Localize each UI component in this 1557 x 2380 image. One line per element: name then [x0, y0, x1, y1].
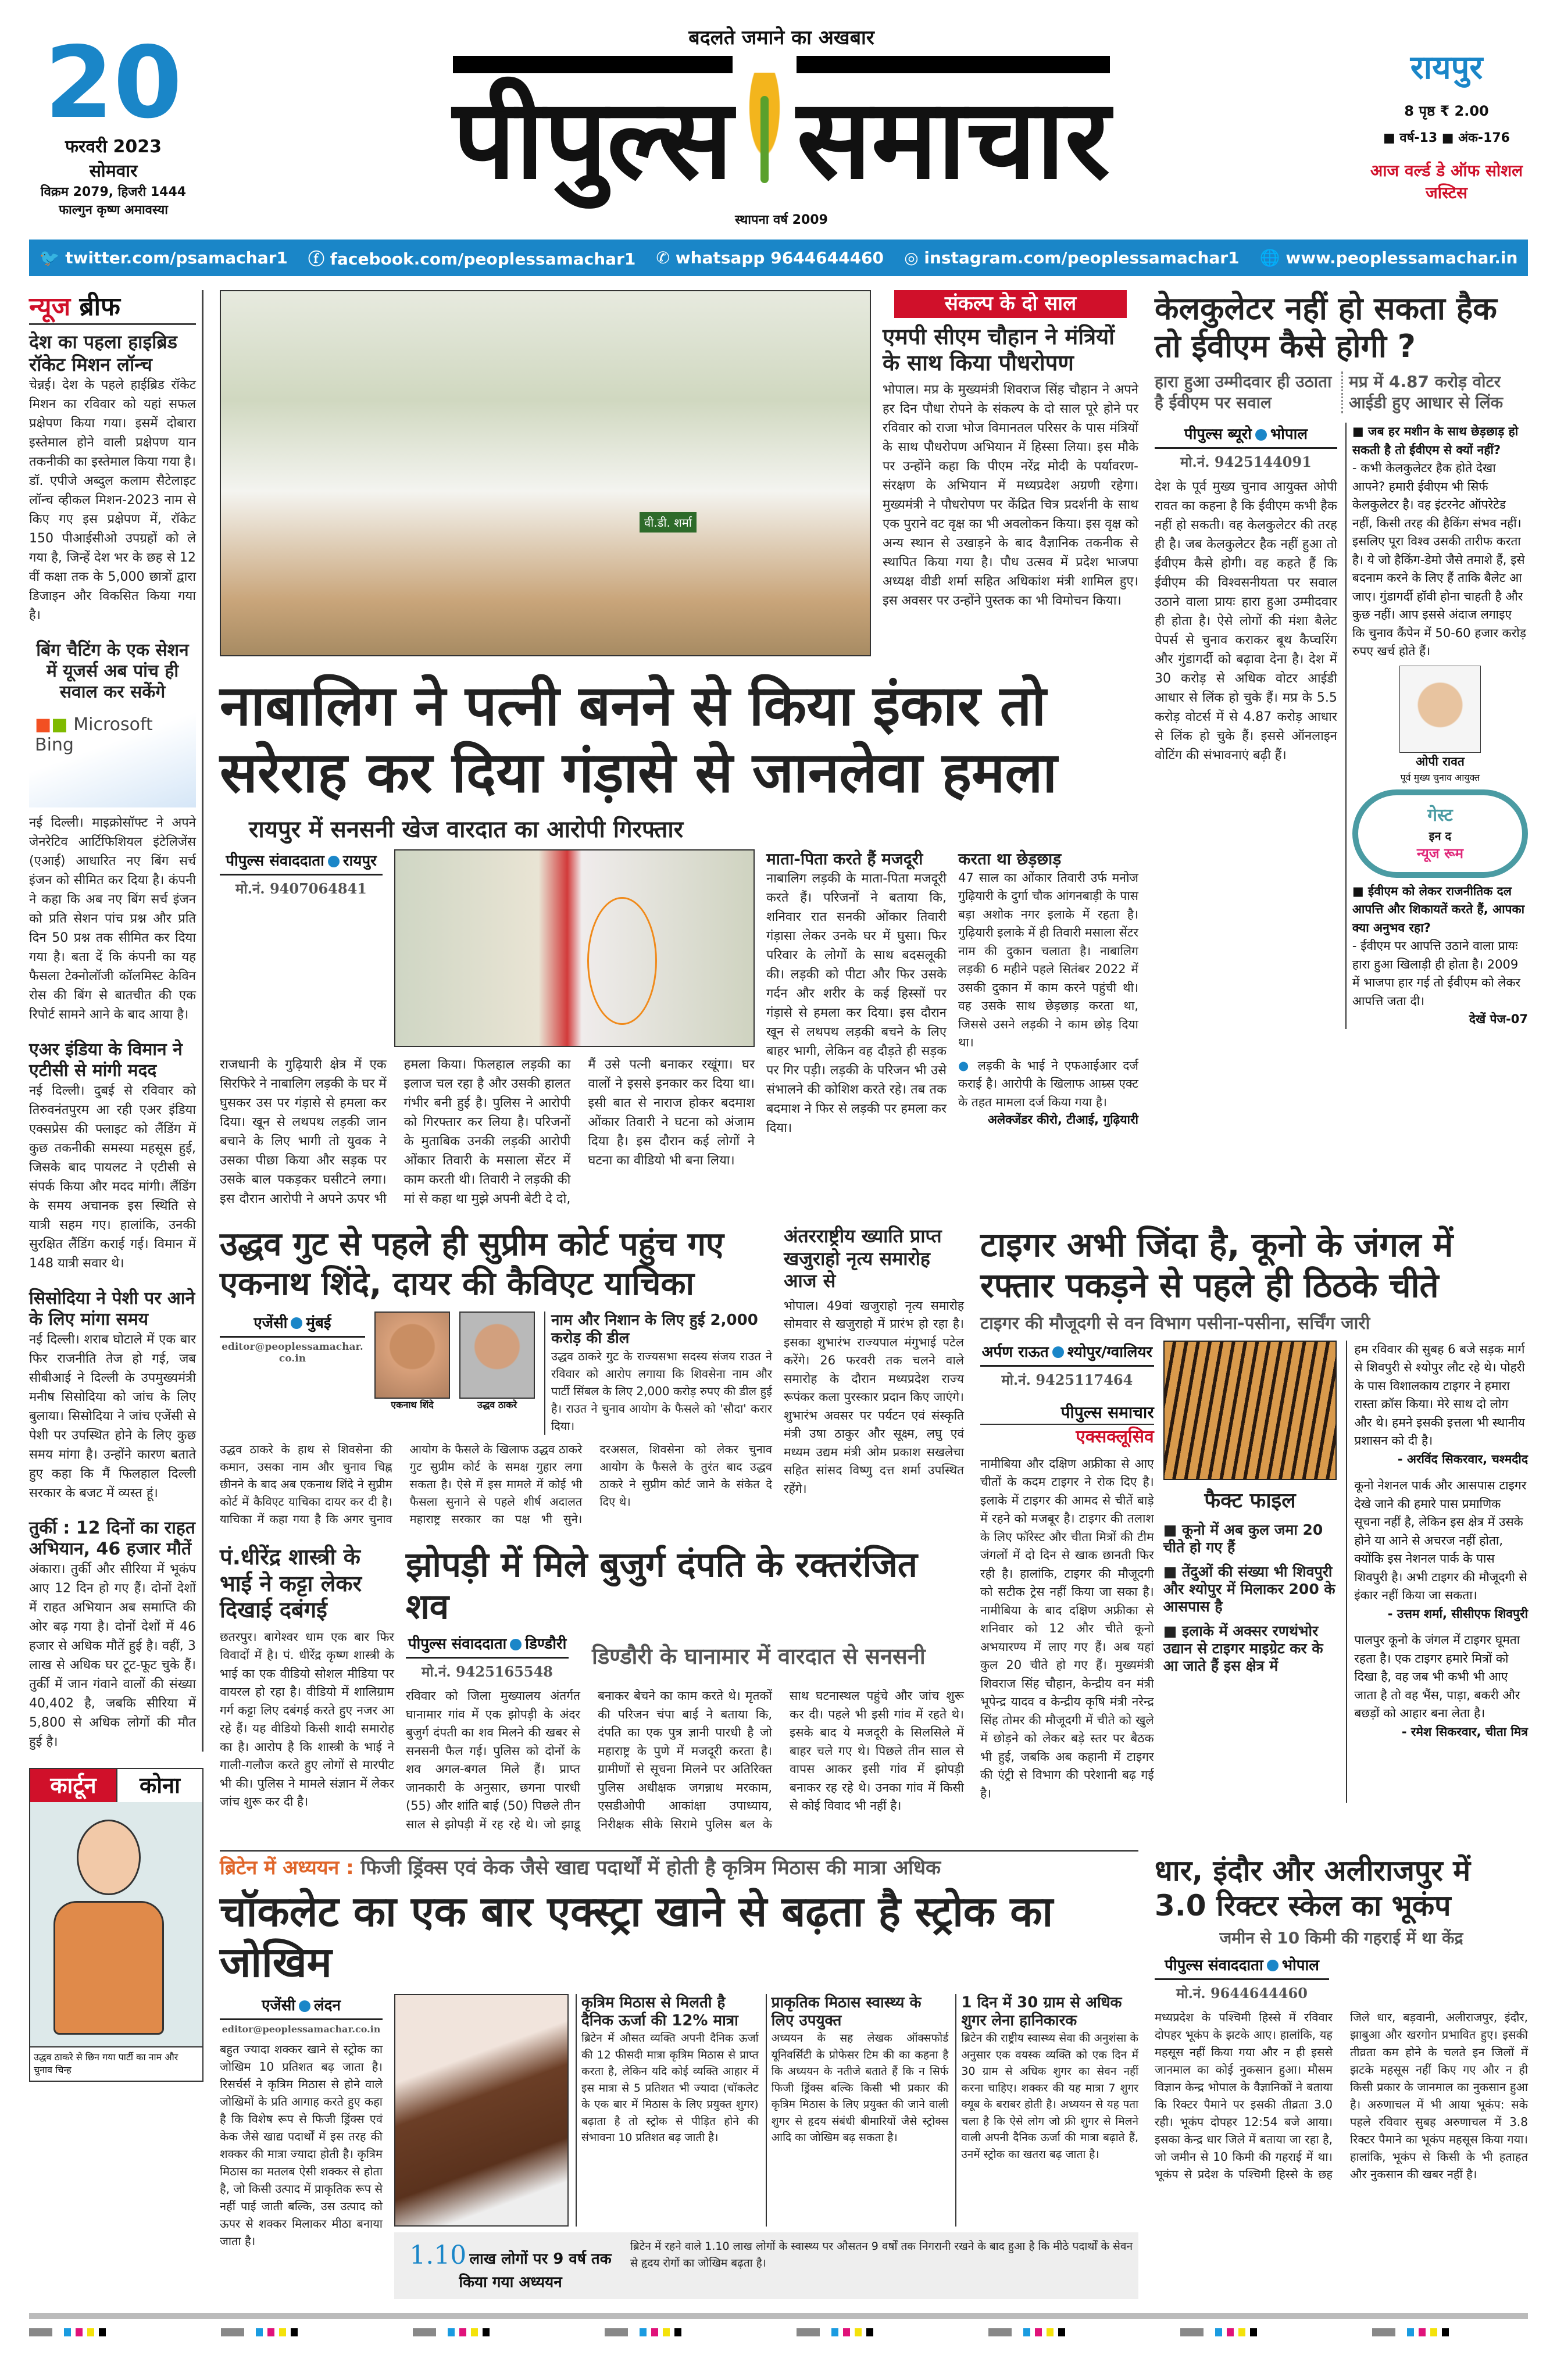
calendar: विक्रम 2079, हिजरी 1444 [40, 185, 187, 200]
brief-item: सिसोदिया ने पेशी पर आने के लिए मांगा समय नई दिल्ली। शराब घोटाले में एक बार फिर राजनीति तेज हो गई, जब सीबीआई ने दिल्ली के उपमुख्यमंत्री मनीष सिसोदिया को जांच के लिए बुलाया। सिसोदिया ने जांच एजेंसी से पेशी पर उपस्थित होने के लिए कुछ समय मांगा है। उन्होंने कारण बताते हुए कहा कि मैं फिलहाल दिल्ली सरकार के बजट में व्यस्त हूं। [29, 1288, 196, 1500]
social-facebook[interactable]: ⓕ facebook.com/peoplessamachar1 [308, 249, 636, 269]
shinde-story: उद्धव गुट से पहले ही सुप्रीम कोर्ट पहुंच गए एकनाथ शिंदे, दायर की कैविएट याचिका एजेंसी मुंबई editor@peoplessamachar.co.in एकनाथ शिंदे उद्धव ठाकरे नाम और निशान के लिए हुई 2,000 करोड़ की डील उद्धव ठाकरे गुट के राज्यसभा सदस्य संजय राउत ने रविवार को आरोप लगाया कि शिवसेना नाम और पार्टी सिंबल के लिए 2,000 करोड़ रुपए की डील हुई है। राउत ने चुनाव आयोग के फैसले को 'सौदा' करार दिया। उद्धव ठाकरे के हाथ से शिवसेना की कमान, उसका नाम और चुनाव चिह्न छीनने के बाद अब एकनाथ शिंदे ने सुप्रीम कोर्ट में कैविएट याचिका दायर कर दी है। याचिका में कहा गया है कि अगर चुनाव आयोग के फैसले के खिलाफ उद्धव ठाकरे गुट सुप्रीम कोर्ट के समक्ष गुहार लगा सकता है। ऐसे में इस मामले में कोई भी फैसला सुनाने से पहले शीर्ष अदालत महाराष्ट्र सरकार का पक्ष भी सुने। दरअसल, शिवसेना को लेकर चुनाव आयोग के फैसले के तुरंत बाद उद्धव ठाकरे ने सुप्रीम कोर्ट जाने के संकेत दे दिए थे। [220, 1225, 772, 1527]
bing-logo: ■■ Microsoft Bing [29, 709, 196, 807]
color-registration-marks [29, 2328, 1528, 2336]
op-rawat-photo [1399, 666, 1481, 753]
cartoon-illustration [30, 1802, 202, 2046]
earthquake-story: धार, इंदौर और अलीराजपुर में 3.0 रिक्टर स्केल का भूकंप जमीन से 10 किमी की गहराई में था केंद्र पीपुल्स संवाददाता भोपाल मो.नं. 9644644460 मध्यप्रदेश के पश्चिमी हिस्से में रविवार दोपहर भूकंप के झटके आए। हालांकि, यह महसूस नहीं किया गया और न ही इससे जानमाल का कोई नुकसान हुआ। मौसम विज्ञान केन्द्र भोपाल के वैज्ञानिकों ने बताया कि रिक्टर पैमाने पर इसकी तीव्रता 3.0 रही। भूकंप दोपहर 12:54 बजे आया। इसका केन्द्र धार जिले में बताया जा रहा है, जो जमीन से 10 किमी की गहराई में था। भूकंप से प्रदेश के पश्चिमी हिस्से के छह जिले धार, बड़वानी, अलीराजपुर, इंदौर, झाबुआ और खरगोन प्रभावित हुए। इसकी तीव्रता कम होने के चलते इन जिलों में झटके महसूस नहीं किए गए और न ही किसी प्रकार के जानमाल का नुकसान हुआ है। अरुणाचल में भी आया भूकंप: सके पहले रविवार सुबह अरुणाचल में 3.8 रिक्टर पैमाने का भूकंप महसूस किया गया। हालांकि, भूकंप से किसी के भी हताहत और नुकसान की खबर नहीं है। [1155, 1854, 1528, 2181]
dhirendra-story: पं.धीरेंद्र शास्त्री के भाई ने कट्टा लेकर दिखाई दबंगई छतरपुर। बागेश्वर धाम एक बार फिर विवादों में है। पं. धीरेंद्र कृष्ण शास्त्री के भाई का एक वीडियो सोशल मीडिया पर वायरल हो रहा है। वीडियो में शालिग्राम गर्ग कट्टा लिए दबंगई करते हुए नजर आ रहे हैं। यह वीडियो किसी शादी समारोह का है। आरोप है कि शास्त्री के भाई ने गाली-गलौज करते हुए लोगों से मारपीट भी की। पुलिस ने मामले संज्ञान में लेकर जांच शुरू कर दी है। [220, 1544, 394, 1809]
special-day: आज वर्ल्ड डे ऑफ सोशल जस्टिस [1370, 161, 1523, 202]
instagram-icon: ◎ [904, 248, 924, 267]
lead-story: नाबालिग ने पत्नी बनने से किया इंकार तो सरेराह कर दिया गंड़ासे से जानलेवा हमला रायपुर में सनसनी खेज वारदात का आरोपी गिरफ्तार पीपुल्स संवाददाता रायपुर मो.नं. 9407064841 राजधानी के गुढ़ियारी क्षेत्र में एक सिरफिरे ने नाबालिग लड़की के घर में घुसकर उस पर गंड़ासे से हमला कर दिया। खून से लथपथ लड़की जान बचाने के लिए भागी तो युवक ने उसका पीछा किया और सड़क पर उसके बाल पकड़कर घसीटने लगा। इस दौरान आरोपी ने अपने ऊपर भी हमला किया। फिलहाल लड़की का इलाज चल रहा है और उसकी हालत गंभीर बनी हुई है। पुलिस ने आरोपी को गिरफ्तार कर लिया है। परिजनों के मुताबिक उनकी लड़की आरोपी ओंकार तिवारी के मसाला सेंटर में काम करती थी। तिवारी ने लड़की की मां से कहा था मुझे अपनी बेटी दे दो, मैं उसे पत्नी बनाकर रखूंगा। घर वालों ने इससे इनकार कर दिया था। इसी बात से नाराज होकर बदमाश ओंकार तिवारी ने घटना को अंजाम दिया है। इस दौरान कई लोगों ने घटना का वीडियो भी बना लिया। माता-पिता करते हैं मजदूरी नाबालिग लड़की के माता-पिता मजदूरी करते हैं। परिजनों ने बताया कि, शनिवार रात सनकी ओंकार तिवारी गंड़ासा लेकर उनके घर में घुसा। फिर परिवार के लोगों के साथ बदसलूकी की। लड़की को पीटा और फिर उसके गर्दन और शरीर के कई हिस्सों पर गंड़ासे से हमला कर दिया। इस दौरान खून से लथपथ लड़की बचने के लिए बाहर भागी, लेकिन वह दौड़ते ही सड़क पर गिर पड़ी। लड़की के परिजन भी उसे संभालने की कोशिश करते रहे। तब तक बदमाश ने फिर से लड़की पर हमला कर दिया। करता था छेड़छाड़ 47 साल का ओंकार तिवारी उर्फ मनोज गुढ़ियारी के दुर्गा चौक आंगनबाड़ी के पास बड़ा अशोक नगर इलाके में रहता है। गुढ़ियारी इलाके में ही तिवारी मसाला सेंटर नाम की दुकान चलाता है। नाबालिग लड़की 6 महीने पहले सितंबर 2022 में उसकी दुकान में काम करने पहुंची थी। वह उसके साथ छेड़छाड़ करता था, जिससे उसने लड़की ने काम छोड़ दिया था। ● लड़की के भाई ने एफआईआर दर्ज कराई है। आरोपी के खिलाफ आम्र्स एक्ट के तहत मामला दर्ज किया गया है। अलेक्जेंडर कीरो, टीआई, गुढ़ियारी [220, 673, 1138, 1207]
sankalp-story: संकल्प के दो साल एमपी सीएम चौहान ने मंत्रियों के साथ किया पौधरोपण भोपाल। मप्र के मुख्यमंत्री शिवराज सिंह चौहान ने अपने हर दिन पौधा रोपने के संकल्प के दो साल पूरे होने पर रविवार को राजा भोज विमानतल परिसर के पास मंत्रियों के साथ पौधरोपण अभियान में हिस्सा लिया। इस मौके पर उन्होंने कहा कि पीएम नरेंद्र मोदी के पर्यावरण-संरक्षण के अभियान में मध्यप्रदेश अग्रणी रहेगा। मुख्यमंत्री ने पौधरोपण पर केंद्रित चित्र प्रदर्शनी के साथ एक पुराने वट वृक्ष का भी अवलोकन किया। इस वृक्ष को अन्य स्थान से उखाड़ने के बाद वैज्ञानिक तकनीक से स्थापित किया गया है। पौध उत्सव में प्रदेश भाजपा अध्यक्ष वीडी शर्मा सहित अधिकांश मंत्री शामिल हुए। इस अवसर पर उन्होंने पुस्तक का भी विमोचन किया। [883, 290, 1138, 610]
brief-item: देश का पहला हाइब्रिड रॉकेट मिशन लॉन्च चेन्नई। देश के पहले हाईब्रिड रॉकेट मिशन का रविवार को यहां सफल प्रक्षेपण किया गया। इसमें दोबारा इस्तेमाल होने वाली प्रक्षेपण यान तकनीकी का इस्तेमाल किया गया है। डॉ. एपीजे अब्दुल कलाम सैटेलाइट लॉन्च व्हीकल मिशन-2023 नाम से किए गए इस प्रक्षेपण में, रॉकेट 150 पीआईसीओ उपग्रहों को ले गया है, जिन्हें देश भर के छह से 12 वीं कक्षा तक के 5,000 छात्रों द्वारा डिजाइन और विकसित किया गया है। [29, 331, 196, 623]
plantation-photo [220, 290, 871, 656]
tiger-story: टाइगर अभी जिंदा है, कूनो के जंगल में रफ्तार पकड़ने से पहले ही ठिठके चीते टाइगर की मौजूदगी से वन विभाग पसीना-पसीना, सर्चिंग जारी अर्पण राऊत श्योपुर/ग्वालियर मो.नं. 9425117464 पीपुल्स समाचार एक्सक्लूसिव नामीबिया और दक्षिण अफ्रीका से आए चीतों के कदम टाइगर ने रोक दिए है। इलाके में टाइगर की आमद से चीतें बाड़े में रहने को मजबूर है। टाइगर की तलाश के लिए फॉरेस्ट और चीता मित्रों की टीम जंगलों में दो दिन से खाक छानती फिर रही है। हालांकि, टाइगर की मौजूदगी को सटीक ट्रेस नहीं किया जा सका है। नामीबिया के बाद दक्षिण अफ्रीका से शनिवार को 12 और चीते कूनो अभयारण्य में लाए गए हैं। अब यहां कुल 20 चीते हो गए हैं। मुख्यमंत्री शिवराज सिंह चौहान, केन्द्रीय वन मंत्री भूपेन्द्र यादव व केन्द्रीय कृषि मंत्री नरेन्द्र सिंह तोमर की मौजूदगी में चीते को खुले में छोड़ने को लेकर बड़े स्तर पर बैठक भी हुई, जबकि अब कहानी में टाइगर की एंट्री से विभाग की परेशानी बढ़ गई है। फैक्ट फाइल ■ कूनो में अब कुल जमा 20 चीते हो गए हैं ■ तेंदुओं की संख्या भी शिवपुरी और श्योपुर में मिलाकर 200 के आसपास है ■ इलाके में अक्सर रणथंभोर उद्यान से टाइगर माइग्रेट कर के आ जाते हैं इस क्षेत्र में हम रविवार की सुबह 6 बजे सड़क मार्ग से शिवपुरी से श्योपुर लौट रहे थे। पोहरी के पास विशालकाय टाइगर ने हमारा रास्ता क्रॉस किया। मेरे साथ दो लोग और थे। हमने इसकी इत्तला भी स्थानीय प्रशासन को दी है। - अरविंद सिकरवार, चश्मदीद कूनो नेशनल पार्क और आसपास टाइगर देखे जाने की हमारे पास प्रमाणिक सूचना नहीं है, लेकिन इस क्षेत्र में उसके होने या आने से अचरज नहीं होता, क्योंकि इस नेशनल पार्क के पास शिवपुरी है। अभी टाइगर की मौजूदगी से इंकार नहीं किया जा सकता। - उत्तम शर्मा, सीसीएफ शिवपुरी पालपुर कूनो के जंगल में टाइगर घूमता रहता है। एक टाइगर हमारे मित्रों को दिखा है, वह जब भी कभी भी आए जाता है तो वह भैंस, पाड़ा, बकरी और बछड़ों को आहार बना लेता है। - रमेश सिकरवार, चीता मित्र [980, 1225, 1528, 1803]
twitter-icon: 🐦 [39, 248, 66, 267]
cartoon-corner [29, 1768, 203, 2082]
founded-year: स्थापना वर्ष 2009 [735, 213, 828, 227]
date-day: 20 [44, 25, 183, 141]
newspaper-logo [198, 56, 1365, 206]
masthead [29, 0, 1528, 240]
stroke-story: ब्रिटेन में अध्ययन : फिजी ड्रिंक्स एवं केक जैसे खाद्य पदार्थों में होती है कृत्रिम मिठास की मात्रा अधिक चॉकलेट का एक बार एक्स्ट्रा खाने से बढ़ता है स्ट्रोक का जोखिम एजेंसी लंदन editor@peoplessamachar.co.in बहुत ज्यादा शक्कर खाने से स्ट्रोक का जोखिम 10 प्रतिशत बढ़ जाता है। रिसर्चर्स ने कृत्रिम मिठास से होने वाले जोखिमों के प्रति आगाह करते हुए कहा है कि विशेष रूप से फिजी ड्रिंक्स एवं केक जैसे खाद्य पदार्थों में इस तरह की शक्कर की मात्रा ज्यादा होती है। कृत्रिम मिठास का मतलब ऐसी शक्कर से होता है, जो किसी उत्पाद में प्राकृतिक रूप से नहीं पाई जाती बल्कि, उस उत्पाद को ऊपर से शक्कर मिलाकर मीठा बनाया जाता है। कृत्रिम मिठास से मिलती है दैनिक ऊर्जा की 12% मात्रा ब्रिटेन में औसत व्यक्ति अपनी दैनिक ऊर्जा की 12 फीसदी मात्रा कृत्रिम मिठास से प्राप्त करता है, लेकिन यदि कोई व्यक्ति आहार में इस मात्रा से 5 प्रतिशत भी ज्यादा (चॉकलेट के एक बार में मिठास के लिए प्रयुक्त शुगर) बढ़ाता है तो स्ट्रोक से पीड़ित होने की संभावना 10 प्रतिशत बढ़ जाती है। प्राकृतिक मिठास स्वास्थ्य के लिए उपयुक्त अध्ययन के सह लेखक ऑक्सफोर्ड यूनिवर्सिटी के प्रोफेसर टिम की का कहना है कि अध्ययन के नतीजे बताते हैं कि न सिर्फ फिजी ड्रिंक्स बल्कि किसी भी प्रकार की कृत्रिम मिठास के लिए प्रयुक्त की जाने वाली शुगर से हृदय संबंधी बीमारियों जैसे स्ट्रोक्स आदि का जोखिम बढ़ सकता है। 1 दिन में 30 ग्राम से अधिक शुगर लेना हानिकारक ब्रिटेन की राष्ट्रीय स्वास्थ्य सेवा की अनुशंसा के अनुसार एक वयस्क व्यक्ति को एक दिन में 30 ग्राम से अधिक शुगर का सेवन नहीं करना चाहिए। शक्कर की यह मात्रा 7 शुगर क्यूब के बराबर होती है। अध्ययन से यह पता चला है कि ऐसे लोग जो फ्री शुगर से मिलने वाली अपनी दैनिक ऊर्जा की मात्रा बढ़ाते हैं, उनमें स्ट्रोक का खतरा बढ़ जाता है। 1.10 लाख लोगों पर 9 वर्ष तक किया गया अध्ययन ब्रिटेन में रहने वाले 1.10 लाख लोगों के स्वास्थ्य पर औसतन 9 वर्षों तक निगरानी रखने के बाद हुआ है कि मीठे पदार्थों के सेवन से हृदय रोगों का जोखिम बढ़ता है। [220, 1850, 1138, 2299]
khajuraho-story: अंतरराष्ट्रीय ख्याति प्राप्त खजुराहो नृत्य समारोह आज से भोपाल। 49वां खजुराहो नृत्य समारोह सोमवार से खजुराहो में प्रारंभ हो रहा है। इसका शुभारंभ राज्यपाल मंगुभाई पटेल करेंगे। 26 फरवरी तक चलने वाले समारोह के दौरान मध्यप्रदेश राज्य रूपंकर कला पुरस्कार प्रदान किए जाएंगे। शुभारंभ अवसर पर पर्यटन एवं संस्कृति मंत्री उषा ठाकुर और सूक्ष्म, लघु एवं मध्यम उद्यम मंत्री ओम प्रकाश सखलेचा सहित सांसद विष्णु दत्त शर्मा उपस्थित रहेंगे। [784, 1225, 964, 1496]
social-website[interactable]: 🌐 www.peoplessamachar.in [1259, 248, 1518, 267]
edition-city: रायपुर [1410, 49, 1483, 87]
cartoon-paper-note: उद्धव ठाकरे से छिन गया पार्टी का नाम और चुनाव चिन्ह [30, 2046, 202, 2081]
price: 8 पृष्ठ ₹ 2.00 [1404, 103, 1489, 120]
date-block [29, 25, 198, 220]
byline: पीपुल्स ब्यूरो भोपाल [1155, 423, 1337, 449]
logo-left: पीपुल्स [453, 56, 733, 206]
photo-caption: वी.डी. शर्मा [640, 512, 697, 533]
lead-headline: नाबालिग ने पत्नी बनने से किया इंकार तो सरेराह कर दिया गंड़ासे से जानलेवा हमला [220, 673, 1058, 806]
continued-link[interactable]: देखें पेज-07 [1469, 1012, 1528, 1027]
dindori-story: झोपड़ी में मिले बुजुर्ग दंपति के रक्तरंजित शव पीपुल्स संवाददाता डिण्डौरी मो.नं. 9425165548 डिण्डौरी के घानामार में वारदात से सनसनी रविवार को जिला मुख्यालय अंतर्गत घानामार गांव में एक झोपड़ी के अंदर बुजुर्ग दंपती का शव मिलने की खबर से सनसनी फैल गई। पुलिस को दोनों के शव अगल-बगल मिले हैं। प्राप्त जानकारी के अनुसार, छगना पारधी (55) और शांति बाई (50) पिछले तीन साल से झोपड़ी में रह रहे थे। जो झाडू बनाकर बेचने का काम करते थे। मृतकों की परिजन चंपा बाई ने बताया कि, दंपति का एक पुत्र ज्ञानी पारधी है जो महाराष्ट्र के पुणे में मजदूरी करता है। ग्रामीणों से सूचना मिलने पर अतिरिक्त पुलिस अधीक्षक जगन्नाथ मरकाम, एसडीओपी आकांक्षा उपाध्याय, निरीक्षक सीके सिरामे पुलिस बल के साथ घटनास्थल पहुंचे और जांच शुरू कर दी। पहले भी इसी गांव में रहते थे। इसके बाद ये मजदूरी के सिलसिले में बाहर चले गए थे। पिछले तीन साल से वापस आकर इसी गांव में झोपड़ी बनाकर रह रहे थे। उनका गांव में किसी से कोई विवाद भी नहीं है। [406, 1545, 964, 1831]
social-whatsapp[interactable]: ✆ whatsapp 9644644460 [656, 248, 884, 267]
tagline: बदलते जमाने का अखबार [688, 26, 874, 49]
logo-right: समाचार [797, 56, 1110, 206]
issue-number: ■ वर्ष-13 ■ अंक-176 [1383, 131, 1510, 146]
tiger-photo [1163, 1341, 1337, 1480]
cartoon-label: कार्टून [30, 1769, 116, 1802]
weekday: सोमवार [89, 161, 138, 182]
brief-item: तुर्की : 12 दिनों का राहत अभियान, 46 हजार मौतें अंकारा। तुर्की और सीरिया में भूकंप आए 12 दिन हो गए हैं। दोनों देशों में राहत अभियान अब समाप्ति की ओर बढ़ गया है। दोनों देशों में 46 हजार से अधिक मौतें हुई है। वहीं, 3 लाख से अधिक घर टूट-फूट चुके हैं। तुर्की में जान गंवाने वालों की संख्या 40,402 है, जबकि सीरिया में 5,800 से अधिक लोगों की मौत हुई है। [29, 1517, 196, 1749]
tithi: फाल्गुन कृष्ण अमावस्या [59, 203, 168, 218]
news-brief-column [29, 290, 203, 1752]
shinde-photo [374, 1311, 450, 1399]
social-twitter[interactable]: 🐦 twitter.com/psamachar1 [39, 248, 288, 267]
evm-story: केलकुलेटर नहीं हो सकता हैक तो ईवीएम कैसे होगी ? हारा हुआ उम्मीदवार ही उठाता है ईवीएम पर सवाल मप्र में 4.87 करोड़ वोटर आईडी हुए आधार से लिंक पीपुल्स ब्यूरो भोपाल मो.नं. 9425144091 देश के पूर्व मुख्य चुनाव आयुक्त ओपी रावत का कहना है कि ईवीएम कभी हैक नहीं हो सकती। वह केलकुलेटर की तरह ही है। जब केलकुलेटर हैक नहीं हुआ तो ईवीएम कैसे होगी। वह कहते हैं कि ईवीएम की विश्वसनीयता पर सवाल उठाने वाला प्रायः हारा हुआ उम्मीदवार ही होता है। ऐसे लोगों की मंशा बैलेट पेपर्स से चुनाव कराकर बूथ कैप्चरिंग और गुंडागर्दी को बढ़ावा देना है। देश में 30 करोड़ से अधिक वोटर आईडी आधार से लिंक हो चुके हैं। मप्र के 5.5 करोड़ वोटर्स में से 4.87 करोड़ आधार से लिंक हो चुके हैं। इससे ऑनलाइन वोटिंग की संभावनाएं बढ़ी हैं। ■ जब हर मशीन के साथ छेड़छाड़ हो सकती है तो ईवीएम से क्यों नहीं? - कभी केलकुलेटर हैक होते देखा आपने? हमारी ईवीएम भी सिर्फ केलकुलेटर है। वह इंटरनेट ऑपरेटेड नहीं, किसी तरह की हैकिंग संभव नहीं। इसलिए पूरा विश्व उसकी तारीफ करता है। ये जो हैकिंग-डेमो जैसे तमाशे हैं, इसे बदनाम करने के लिए हैं ताकि बैलेट आ जाए। गुंडागर्दी हॉवी होना चाहती है और कुछ नहीं। आप इससे अंदाज लगाइए कि चुनाव कैंपेन में 50-60 हजार करोड़ रुपए खर्च होते हैं। ओपी रावत पूर्व मुख्य चुनाव आयुक्त गेस्ट इन द न्यूज रूम ■ ईवीएम को लेकर राजनीतिक दल आपत्ति और शिकायतें करते हैं, आपका क्या अनुभव रहा? - ईवीएम पर आपत्ति उठाने वाला प्रायः हारा हुआ खिलाड़ी ही होता है। 2009 में भाजपा हार गई तो ईवीएम को लेकर आपत्ति जता दी। देखें पेज-07 [1155, 290, 1528, 1029]
brief-item: एअर इंडिया के विमान ने एटीसी से मांगी मदद नई दिल्ली। दुबई से रविवार को तिरुवनंतपुरम आ रही एअर इंडिया एक्सप्रेस की फ्लाइट को लैंडिंग में कुछ तकनीकी समस्या महसूस हुई, जिसके बाद पायलट ने एटीसी से संपर्क किया और मदद मांगी। लैंडिंग के समय अचानक इस स्थिति से यात्री सहम गए। हालांकि, उनकी सुरक्षित लैंडिंग कराई गई। विमान में 148 यात्री सवार थे। [29, 1039, 196, 1271]
social-bar [29, 240, 1528, 276]
edition-block [1365, 47, 1528, 203]
attack-cctv-photo [394, 849, 755, 1047]
social-instagram[interactable]: ◎ instagram.com/peoplessamachar1 [904, 248, 1240, 267]
brief-item: बिंग चैटिंग के एक सेशन में यूजर्स अब पांच ही सवाल कर सकेंगे ■■ Microsoft Bing नई दिल्ली। माइक्रोसॉफ्ट ने अपने जेनरेटिव आर्टिफिशियल इंटेलिजेंस (एआई) आधारित नए बिंग सर्च इंजन को सीमित कर दिया है। कंपनी ने कहा कि अब नए बिंग सर्च इंजन को प्रति सेशन पांच प्रश्न और प्रति दिन 50 प्रश्न तक सीमित कर दिया गया है। बता दें कि कंपनी का यह फैसला टेक्नोलॉजी कॉलमिस्ट केविन रोस की बिंग से बातचीत की एक रिपोर्ट सामने आने के बाद आया है। [29, 639, 196, 1022]
globe-icon: 🌐 [1259, 248, 1286, 267]
chocolate-photo [394, 1994, 569, 2227]
exclusive-badge: पीपुल्स समाचार एक्सक्लूसिव [980, 1401, 1154, 1449]
stat-box: 1.10 लाख लोगों पर 9 वर्ष तक किया गया अध्ययन [409, 2240, 612, 2292]
date-month: फरवरी 2023 [65, 137, 162, 158]
quote-icon: ● [958, 1058, 972, 1073]
corner-label: कोना [116, 1769, 202, 1802]
guest-in-newsroom-logo: गेस्ट इन द न्यूज रूम [1352, 789, 1528, 878]
facebook-icon: ⓕ [308, 249, 330, 269]
uddhav-photo [459, 1311, 535, 1399]
whatsapp-icon: ✆ [656, 248, 676, 267]
print-registration-bar [29, 2313, 1528, 2319]
sankalp-kicker: संकल्प के दो साल [894, 290, 1127, 318]
pen-emblem-icon [738, 73, 791, 189]
news-brief-title: न्यूज ब्रीफ [29, 290, 196, 325]
